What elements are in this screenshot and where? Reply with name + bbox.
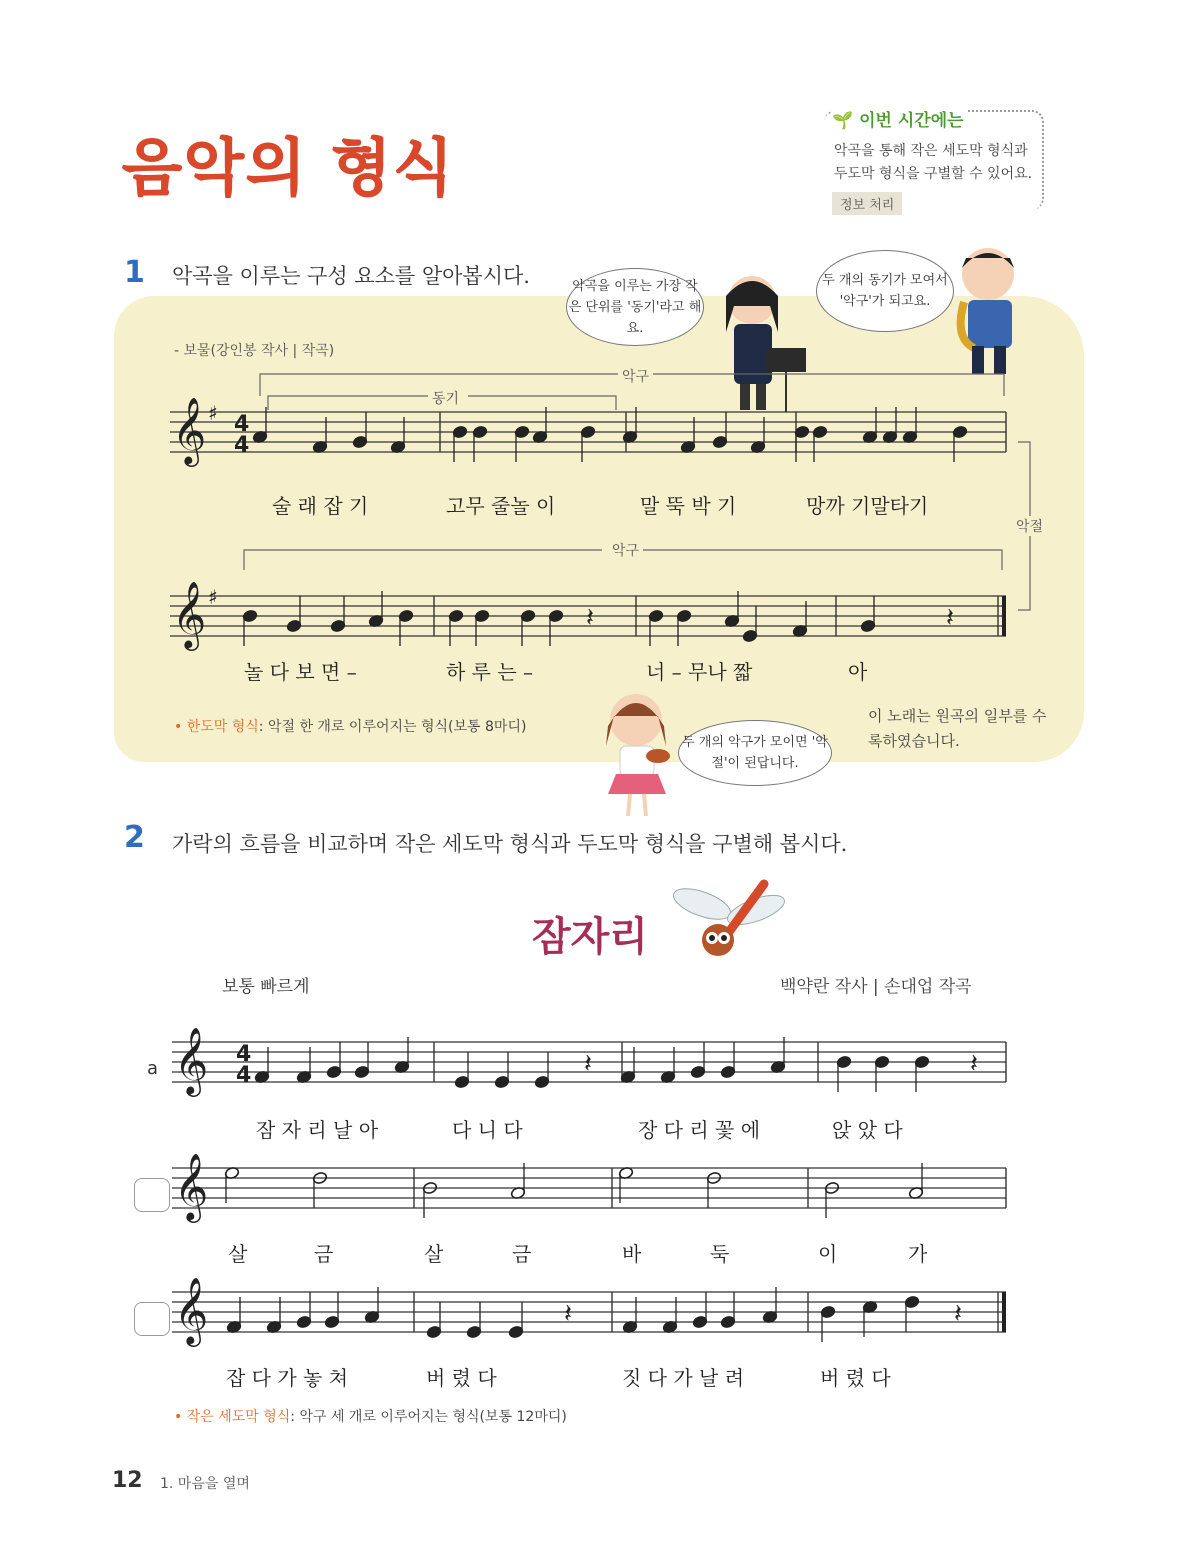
final-bar-thick: [1002, 1292, 1006, 1332]
label-motive: 동기: [428, 388, 463, 408]
treble-clef: 𝄞: [174, 1276, 209, 1344]
quarter-rest: 𝄽: [970, 1049, 978, 1079]
saxophone-boy-illustration: [944, 238, 1034, 378]
time-signature-top: 4: [236, 1042, 252, 1067]
bubble-phrase: 두 개의 동기가 모여서 '악구'가 되고요.: [816, 250, 954, 332]
lyric-q1-1-3: 말 뚝 박 기: [640, 494, 737, 518]
goal-text: 악곡을 통해 작은 세도막 형식과 두도막 형식을 구별할 수 있어요.: [834, 143, 1033, 182]
quarter-rest: 𝄽: [584, 1049, 592, 1079]
question-2-text: 가락의 흐름을 비교하며 작은 세도막 형식과 두도막 형식을 구별해 봅시다.: [172, 832, 848, 856]
q2-staff-2: [172, 1152, 1012, 1246]
treble-clef: 𝄞: [174, 1026, 209, 1094]
song-credit-2: 백약란 작사 | 손대업 작곡: [780, 977, 972, 997]
lyric-q2-1-4: 앉 았 다: [832, 1118, 903, 1142]
lyric-q2-3-2: 버 렸 다: [426, 1366, 497, 1390]
time-signature-bottom: 4: [234, 433, 250, 458]
label-phrase-2: 악구: [608, 540, 643, 560]
page-number: 12: [112, 1468, 143, 1493]
lyric-q1-1-1: 술 래 잡 기: [272, 494, 369, 518]
answer-box-row2[interactable]: [134, 1178, 170, 1212]
treble-clef: 𝄞: [172, 580, 207, 648]
row-label-a: a: [147, 1058, 159, 1079]
key-sharp: ♯: [208, 401, 218, 425]
song-credit: - 보물(강인봉 작사 | 작곡): [174, 343, 335, 359]
treble-clef: 𝄞: [172, 396, 207, 464]
q1-form-note: • 한도막 형식: 악절 한 개로 이루어지는 형식(보통 8마디): [174, 719, 527, 735]
answer-box-row3[interactable]: [134, 1302, 170, 1336]
lyric-q2-2-2: 금: [314, 1242, 334, 1266]
question-1-number: 1: [124, 255, 145, 290]
question-1-text: 악곡을 이루는 구성 요소를 알아봅시다.: [172, 264, 530, 288]
q1-staff-2: [170, 540, 1010, 660]
question-2-number: 2: [124, 820, 145, 855]
lyric-q2-3-3: 짓 다 가 날 려: [622, 1366, 745, 1390]
bubble-motive: 악곡을 이루는 가장 작은 단위를 '동기'라고 해요.: [566, 268, 704, 346]
tempo-marking: 보통 빠르게: [222, 977, 310, 997]
lyric-q2-2-1: 살: [228, 1242, 248, 1266]
lyric-q2-2-7: 이: [818, 1242, 838, 1266]
lyric-q2-1-2: 다 니 다: [452, 1118, 523, 1142]
lyric-q2-1-1: 잠 자 리 날 아: [256, 1118, 379, 1142]
goal-tag: 정보 처리: [832, 192, 902, 215]
page-title: 음악의 형식: [122, 131, 456, 204]
lyric-q1-1-4: 망까 기말타기: [806, 494, 929, 518]
goal-title-text: 이번 시간에는: [859, 111, 964, 131]
final-bar-thick: [1002, 596, 1006, 636]
lyric-q1-2-2: 하 루 는 –: [446, 660, 534, 684]
q2-form-note: • 작은 세도막 형식: 악구 세 개로 이루어지는 형식(보통 12마디): [174, 1409, 567, 1425]
chapter-name: 1. 마음을 열며: [160, 1476, 250, 1492]
goal-title: [832, 106, 968, 131]
key-sharp: ♯: [208, 585, 218, 609]
q2-staff-1: [172, 1026, 1012, 1120]
quarter-rest: 𝄽: [954, 1299, 962, 1329]
time-signature-bottom: 4: [236, 1063, 252, 1088]
lyric-q2-2-6: 둑: [710, 1242, 730, 1266]
q2-form-text: : 악구 세 개로 이루어지는 형식(보통 12마디): [290, 1409, 567, 1425]
lyric-q2-2-4: 금: [512, 1242, 532, 1266]
lyric-q2-2-3: 살: [424, 1242, 444, 1266]
q1-form-text: : 악절 한 개로 이루어지는 형식(보통 8마디): [258, 719, 527, 735]
q1-form-key: 한도막 형식: [186, 719, 259, 735]
quarter-rest: 𝄽: [564, 1299, 572, 1329]
song-title: 잠자리: [532, 914, 648, 960]
label-phrase-1: 악구: [618, 366, 653, 386]
violin-girl-illustration: [596, 686, 686, 820]
lyric-q1-2-1: 놀 다 보 면 –: [244, 660, 357, 684]
lyric-q2-2-8: 가: [908, 1242, 928, 1266]
time-signature-top: 4: [234, 412, 250, 437]
lyric-q2-2-5: 바: [622, 1242, 642, 1266]
dragonfly-illustration: [668, 876, 794, 962]
quarter-rest: 𝄽: [946, 603, 954, 633]
excerpt-note: 이 노래는 원곡의 일부를 수록하였습니다.: [868, 707, 1047, 750]
treble-clef: 𝄞: [174, 1152, 209, 1220]
lyric-q2-3-4: 버 렸 다: [820, 1366, 891, 1390]
q2-form-key: 작은 세도막 형식: [186, 1409, 291, 1425]
lyric-q1-1-2: 고무 줄놀 이: [446, 494, 556, 518]
q2-staff-3: [172, 1276, 1012, 1370]
quarter-rest: 𝄽: [586, 603, 594, 633]
q1-staff-1: [170, 370, 1010, 490]
lyric-q2-3-1: 잡 다 가 놓 쳐: [226, 1366, 349, 1390]
sprout-icon: 🌱: [832, 111, 854, 131]
bubble-period: 두 개의 악구가 모이면 '악절'이 된답니다.: [678, 720, 832, 786]
lyric-q2-1-3: 장 다 리 꽃 에: [638, 1118, 761, 1142]
lyric-q1-2-3: 너 – 무나 짧: [646, 660, 753, 684]
lyric-q1-2-4: 아: [848, 660, 868, 684]
label-period: 악절: [1016, 516, 1043, 536]
